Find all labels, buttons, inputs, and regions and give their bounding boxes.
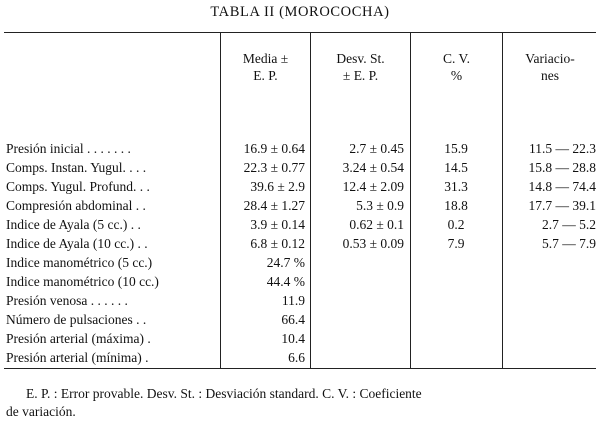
row-12-label: Presión arterial (mínima) . [6, 350, 149, 365]
row-5-label: Indice de Ayala (5 cc.) . . [6, 217, 141, 232]
table-title: TABLA II (MOROCOCHA) [210, 4, 390, 20]
row-3-media: 39.6 ± 2.9 [250, 179, 305, 194]
header-var-line2: nes [541, 68, 559, 83]
header-cv-line1: C. V. [443, 51, 470, 66]
header-var [503, 50, 597, 84]
row-6-cv: 7.9 [447, 236, 465, 251]
row-5-cv: 0.2 [447, 217, 465, 232]
bottom-rule [4, 368, 596, 369]
top-rule [4, 32, 596, 33]
row-6-media: 6.8 ± 0.12 [250, 236, 305, 251]
row-2-cv: 14.5 [444, 160, 468, 175]
row-8-label: Indice manométrico (10 cc.) [6, 274, 159, 289]
header-desv-line2: ± E. P. [342, 68, 379, 83]
row-3-var: 14.8 — 74.4 [528, 179, 596, 194]
row-1-cv: 15.9 [444, 141, 468, 156]
row-4-var: 17.7 — 39.1 [528, 198, 596, 213]
row-3-label: Comps. Yugul. Profund. . . [6, 179, 150, 194]
row-11-label: Presión arterial (máxima) . [6, 331, 151, 346]
row-4-desv: 5.3 ± 0.9 [356, 198, 404, 213]
row-6-var: 5.7 — 7.9 [542, 236, 596, 251]
footnote-line2: de variación. [6, 404, 76, 419]
header-desv-line1: Desv. St. [336, 51, 385, 66]
row-2-label: Comps. Instan. Yugul. . . . [6, 160, 147, 175]
row-2-media: 22.3 ± 0.77 [243, 160, 305, 175]
row-3-desv: 12.4 ± 2.09 [342, 179, 404, 194]
header-media-line1: Media ± [242, 51, 289, 66]
row-10-label: Número de pulsaciones . . [6, 312, 147, 327]
row-5-media: 3.9 ± 0.14 [250, 217, 305, 232]
row-12-media: 6.6 [288, 350, 305, 365]
header-desv [311, 50, 410, 84]
row-4-media: 28.4 ± 1.27 [243, 198, 305, 213]
row-7-label: Indice manométrico (5 cc.) [6, 255, 153, 270]
row-4-label: Compresión abdominal . . [6, 198, 146, 213]
row-6-label: Indice de Ayala (10 cc.) . . [6, 236, 148, 251]
row-1-var: 11.5 — 22.3 [529, 141, 596, 156]
row-11-media: 10.4 [281, 331, 305, 346]
footnote-line1: E. P. : Error provable. Desv. St. : Desviación standard. C. V. : Coeficiente [26, 386, 422, 401]
row-9-label: Presión venosa . . . . . . [6, 293, 128, 308]
row-2-desv: 3.24 ± 0.54 [342, 160, 404, 175]
row-1-media: 16.9 ± 0.64 [243, 141, 305, 156]
row-1-label: Presión inicial . . . . . . . [6, 141, 131, 156]
row-8-media: 44.4 % [266, 274, 305, 289]
header-media-line2: E. P. [253, 68, 278, 83]
header-cv-line2: % [450, 68, 463, 83]
row-5-desv: 0.62 ± 0.1 [349, 217, 404, 232]
header-var-line1: Variacio- [525, 51, 575, 66]
header-cv [411, 50, 502, 84]
row-1-desv: 2.7 ± 0.45 [349, 141, 404, 156]
row-2-var: 15.8 — 28.8 [528, 160, 596, 175]
header-media [221, 50, 310, 84]
row-7-media: 24.7 % [266, 255, 305, 270]
row-3-cv: 31.3 [444, 179, 468, 194]
row-6-desv: 0.53 ± 0.09 [342, 236, 404, 251]
row-10-media: 66.4 [281, 312, 305, 327]
row-9-media: 11.9 [281, 293, 305, 308]
row-5-var: 2.7 — 5.2 [542, 217, 596, 232]
row-4-cv: 18.8 [444, 198, 468, 213]
